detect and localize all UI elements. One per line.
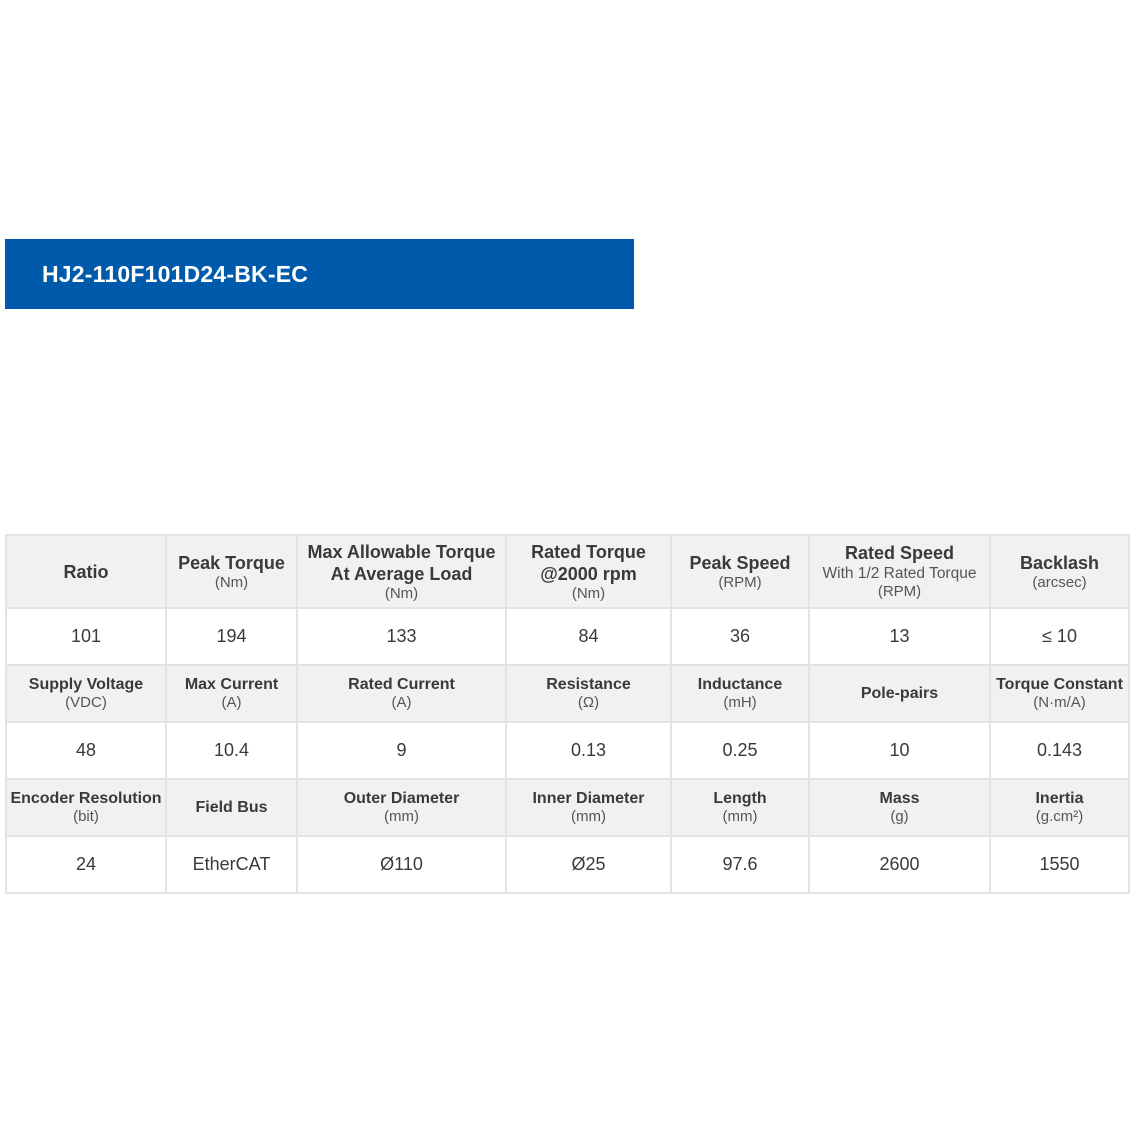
header-max-current (166, 665, 297, 722)
header-rated-torque (506, 535, 671, 608)
header-unit: (mH) (723, 694, 757, 711)
header-inductance (671, 665, 809, 722)
header-label: Ratio (63, 561, 109, 582)
value-cell: 10 (809, 722, 990, 779)
header-label: Peak Speed (689, 552, 791, 573)
header-backlash (990, 535, 1129, 608)
header-unit: (RPM) (718, 573, 762, 591)
value-cell: 36 (671, 608, 809, 665)
value-cell: 84 (506, 608, 671, 665)
header-inner-diameter (506, 779, 671, 836)
header-label: Supply Voltage (28, 676, 144, 693)
header-row-1 (6, 535, 1129, 608)
value-cell: 0.25 (671, 722, 809, 779)
header-unit: (bit) (73, 808, 99, 825)
header-pole-pairs (809, 665, 990, 722)
header-label: Torque Constant (996, 676, 1123, 693)
header-label-line2: At Average Load (330, 563, 473, 584)
values-row-2 (6, 722, 1129, 779)
header-unit: (Nm) (571, 584, 606, 602)
value-cell: 194 (166, 608, 297, 665)
value-cell: 101 (6, 608, 166, 665)
header-label: Rated Current (348, 676, 455, 693)
header-rated-current (297, 665, 506, 722)
header-label: Mass (879, 790, 920, 807)
header-label: Rated Speed (844, 543, 955, 563)
title-banner (5, 239, 634, 309)
value-cell: 133 (297, 608, 506, 665)
header-outer-diameter (297, 779, 506, 836)
header-label: Resistance (546, 676, 631, 693)
value-cell: 2600 (809, 836, 990, 893)
value-cell: Ø25 (506, 836, 671, 893)
header-sublabel: With 1/2 Rated Torque (822, 565, 977, 582)
value-cell: 97.6 (671, 836, 809, 893)
header-label: Length (713, 790, 767, 807)
value-cell: 0.13 (506, 722, 671, 779)
value-cell: ≤ 10 (990, 608, 1129, 665)
header-resistance (506, 665, 671, 722)
header-unit: (mm) (384, 808, 419, 825)
header-rated-speed (809, 535, 990, 608)
header-unit: (arcsec) (1032, 573, 1087, 591)
value-cell: 0.143 (990, 722, 1129, 779)
header-label: Max Current (184, 676, 279, 693)
header-unit: (g) (890, 808, 909, 825)
header-label-line2: @2000 rpm (540, 563, 637, 584)
header-torque-constant (990, 665, 1129, 722)
header-label: Outer Diameter (343, 790, 460, 807)
value-cell: 1550 (990, 836, 1129, 893)
header-unit: (mm) (722, 808, 758, 825)
header-label-line1: Max Allowable Torque (307, 541, 496, 562)
header-label: Encoder Resolution (10, 790, 162, 807)
value-cell: Ø110 (297, 836, 506, 893)
header-field-bus (166, 779, 297, 836)
header-row-2 (6, 665, 1129, 722)
header-inertia (990, 779, 1129, 836)
header-peak-torque (166, 535, 297, 608)
header-unit: (mm) (571, 808, 606, 825)
product-title: HJ2-110F101D24-BK-EC (42, 260, 309, 287)
header-unit: (Ω) (577, 694, 600, 711)
header-label: Inertia (1035, 790, 1084, 807)
header-label: Inner Diameter (532, 790, 645, 807)
header-unit: (VDC) (65, 694, 107, 711)
header-ratio (6, 535, 166, 608)
header-label: Pole-pairs (860, 685, 939, 702)
header-peak-speed (671, 535, 809, 608)
header-length (671, 779, 809, 836)
header-label: Peak Torque (178, 552, 285, 573)
values-row-3 (6, 836, 1129, 893)
header-label: Backlash (1019, 552, 1100, 573)
values-row-1 (6, 608, 1129, 665)
header-unit: (Nm) (384, 584, 419, 602)
header-unit: (RPM) (877, 583, 922, 600)
header-unit: (Nm) (214, 573, 249, 591)
value-cell: 9 (297, 722, 506, 779)
header-unit: (g.cm²) (1035, 808, 1084, 825)
header-mass (809, 779, 990, 836)
value-cell: 13 (809, 608, 990, 665)
header-label: Inductance (697, 676, 783, 693)
header-unit: (A) (221, 694, 242, 711)
value-cell: 10.4 (166, 722, 297, 779)
header-max-allowable-torque (297, 535, 506, 608)
header-label: Field Bus (195, 799, 268, 816)
value-cell: 24 (6, 836, 166, 893)
spec-table (5, 534, 1130, 894)
header-encoder-resolution (6, 779, 166, 836)
header-unit: (A) (391, 694, 412, 711)
value-cell: 48 (6, 722, 166, 779)
value-cell: EtherCAT (166, 836, 297, 893)
header-row-3 (6, 779, 1129, 836)
header-supply-voltage (6, 665, 166, 722)
header-unit: (N·m/A) (1033, 694, 1086, 711)
header-label-line1: Rated Torque (531, 541, 646, 562)
